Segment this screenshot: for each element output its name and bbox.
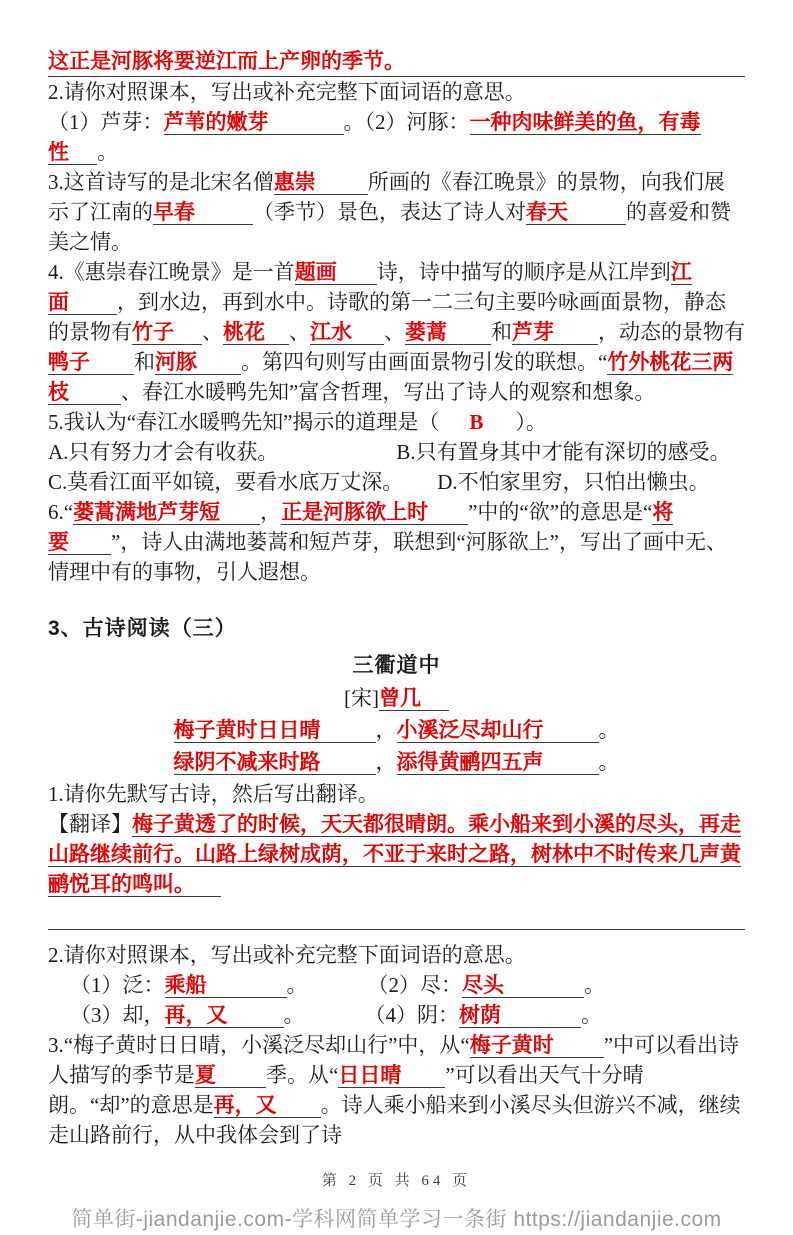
para-q5 <box>48 407 745 437</box>
static-text: 季。从“ <box>266 1063 339 1087</box>
answer-text: 桃花 <box>223 320 289 345</box>
site-watermark: 简单街-jiandanjie.com-学科网简单学习一条街 https://jiandanjie.com <box>71 1208 722 1231</box>
answer-text: 竹外桃花三两枝 <box>48 350 734 404</box>
answer-text: 芦芽 <box>512 320 598 345</box>
answer-text: 曾几 <box>379 686 449 711</box>
static-text: 5.我认为“春江水暖鸭先知”揭示的道理是（ <box>48 410 440 434</box>
answer-text: 正是河豚欲上时 <box>281 500 468 525</box>
heading-text: 三衢道中 <box>352 654 441 677</box>
static-text: [宋] <box>344 686 379 710</box>
static-text: 。第四句则写由画面景物引发的联想。“ <box>241 350 608 374</box>
poem-line-2 <box>48 747 745 777</box>
para-s2-q2 <box>48 940 745 970</box>
static-text: 和 <box>491 320 512 344</box>
answer-text: 竹子 <box>132 320 202 345</box>
para-answer-spill <box>48 46 745 77</box>
para-s2-q3 <box>48 1030 745 1150</box>
static-text: 。 <box>598 750 620 774</box>
para-s2-q2-items-1 <box>48 970 745 1000</box>
static-text: （1）芦芽： <box>48 110 164 134</box>
static-text: 、 <box>384 320 405 344</box>
answer-text: 一种肉味鲜美的鱼，有毒性 <box>48 110 701 164</box>
answer-text: 鸭子 <box>48 350 134 375</box>
static-text: A.只有努力才会有收获。 <box>48 440 279 464</box>
static-text: （1）泛： <box>70 973 165 997</box>
static-text: 3.“梅子黄时日日晴，小溪泛尽却山行”中，从“ <box>48 1033 470 1057</box>
answer-text: 早春 <box>153 200 253 225</box>
static-text: 3.这首诗写的是北宋名僧 <box>48 170 274 194</box>
static-text: （2）尽： <box>367 973 462 997</box>
static-text: ”，诗人由满地蒌蒿和短芦芽，联想到“河豚欲上”，写出了画中无、情理中有的事物，引人遐想。 <box>48 530 727 584</box>
static-text: 。 <box>584 973 605 997</box>
answer-text: 江水 <box>310 320 384 345</box>
static-text: 、 <box>289 320 310 344</box>
answer-text: 惠崇 <box>274 170 368 195</box>
static-text: ， <box>375 718 397 742</box>
answer-text: 将要 <box>48 500 674 554</box>
static-text: D.不怕家里穷，只怕出懒虫。 <box>437 470 710 494</box>
answer-text: 小溪泛尽却山行 <box>397 718 599 743</box>
static-text: 诗，诗中描写的顺序是从江岸到 <box>376 260 671 284</box>
static-text: 的喜爱和赞美之情。 <box>48 200 731 254</box>
static-text: （3）却， <box>70 1003 165 1027</box>
static-text: （4）阴： <box>364 1003 459 1027</box>
answer-text: 绿阴不减来时路 <box>174 750 376 775</box>
static-text: ”可以看出天气十分晴朗。“却”的意思是 <box>48 1063 644 1117</box>
static-text: 。 <box>286 973 308 997</box>
static-text: ， <box>260 500 282 524</box>
section-heading <box>48 613 745 644</box>
answer-text: 夏 <box>195 1063 266 1088</box>
static-text: C.莫看江面平如镜，要看水底万丈深。 <box>48 470 404 494</box>
static-text: 。（2）河豚： <box>343 110 470 134</box>
static-text: ”中可以看出诗人描写的季节是 <box>48 1033 740 1087</box>
answer-text: 添得黄鹂四五声 <box>397 750 599 775</box>
answer-text: 蒌蒿满地芦芽短 <box>73 500 260 525</box>
answer-text: 芦苇的嫩芽 <box>164 110 344 135</box>
static-text: 。 <box>598 718 620 742</box>
poem-line-1 <box>48 715 745 745</box>
answer-text: 河豚 <box>155 350 241 375</box>
para-q3 <box>48 167 745 257</box>
static-text: 2.请你对照课本，写出或补充完整下面词语的意思。 <box>48 943 526 967</box>
static-text: 2.请你对照课本，写出或补充完整下面词语的意思。 <box>48 80 526 104</box>
answer-text: 江面 <box>48 260 692 314</box>
static-text: 。 <box>581 1003 602 1027</box>
answer-text: 梅子黄透了的时候，天天都很晴朗。乘小船来到小溪的尽头，再走山路继续前行。山路上绿树成荫，不亚于来时之路，树林中不时传来几声黄鹂悦耳的鸣叫。 <box>48 812 741 896</box>
page-number: 第 2 页 共 64 页 <box>321 1173 472 1189</box>
poem-title <box>48 650 745 681</box>
ruled-blank-line <box>48 927 745 930</box>
static-text: 【翻译】 <box>48 812 132 836</box>
static-text: ”中的“欲”的意思是“ <box>468 500 653 524</box>
para-s2-q1 <box>48 779 745 809</box>
para-q2 <box>48 77 745 107</box>
answer-text: 再，又 <box>165 1003 284 1028</box>
static-text: 。 <box>97 140 118 164</box>
answer-choice-text: B <box>469 410 484 434</box>
answer-text: 春天 <box>526 200 626 225</box>
answer-text: 乘船 <box>165 973 287 998</box>
para-translation <box>48 809 745 899</box>
static-text: 、 <box>202 320 223 344</box>
answer-text: 日日晴 <box>338 1063 445 1088</box>
static-text: 和 <box>134 350 155 374</box>
static-text: ，到水边，再到水中。诗歌的第一二三句主要吟咏画面景物，静态的景物有 <box>48 290 726 344</box>
answer-text: 蒌蒿 <box>405 320 491 345</box>
answer-text: 再，又 <box>214 1093 321 1118</box>
answer-text: 树荫 <box>459 1003 581 1028</box>
static-text: ，动态的景物有 <box>598 320 745 344</box>
document-body <box>48 46 745 1150</box>
static-text: ）。 <box>515 410 547 434</box>
answer-text: 题画 <box>295 260 377 285</box>
static-text: 、春江水暖鸭先知”富含哲理，写出了诗人的观察和想象。 <box>121 380 656 404</box>
para-q2-items <box>48 107 745 167</box>
para-q5-options-ab <box>48 437 745 467</box>
static-text: B.只有置身其中才能有深切的感受。 <box>396 440 731 464</box>
para-q6 <box>48 497 745 587</box>
answer-text: 这正是河豚将要逆江而上产卵的季节。 <box>48 46 405 77</box>
para-q4 <box>48 257 745 407</box>
static-text: 6.“ <box>48 500 74 524</box>
answer-text: 尽头 <box>462 973 584 998</box>
answer-text: 梅子黄时 <box>470 1033 604 1058</box>
para-q5-options-cd <box>48 467 745 497</box>
static-text: （季节）景色，表达了诗人对 <box>253 200 526 224</box>
para-s2-q2-items-2 <box>48 1000 745 1030</box>
page-footer <box>48 1166 745 1235</box>
static-text: 。诗人乘小船来到小溪尽头但游兴不减，继续走山路前行，从中我体会到了诗 <box>48 1093 741 1147</box>
static-text: ， <box>375 750 397 774</box>
static-text: 1.请你先默写古诗，然后写出翻译。 <box>48 782 379 806</box>
static-text: 所画的《春江晚景》的景物，向我们展示了江南的 <box>48 170 725 224</box>
blank-underline-fill <box>405 50 745 77</box>
static-text: 4.《惠崇春江晚景》是一首 <box>48 260 295 284</box>
answer-text: 梅子黄时日日晴 <box>174 718 376 743</box>
static-text: 。 <box>283 1003 305 1027</box>
poem-author <box>48 683 745 713</box>
heading-text: 3、古诗阅读（三） <box>48 617 237 640</box>
